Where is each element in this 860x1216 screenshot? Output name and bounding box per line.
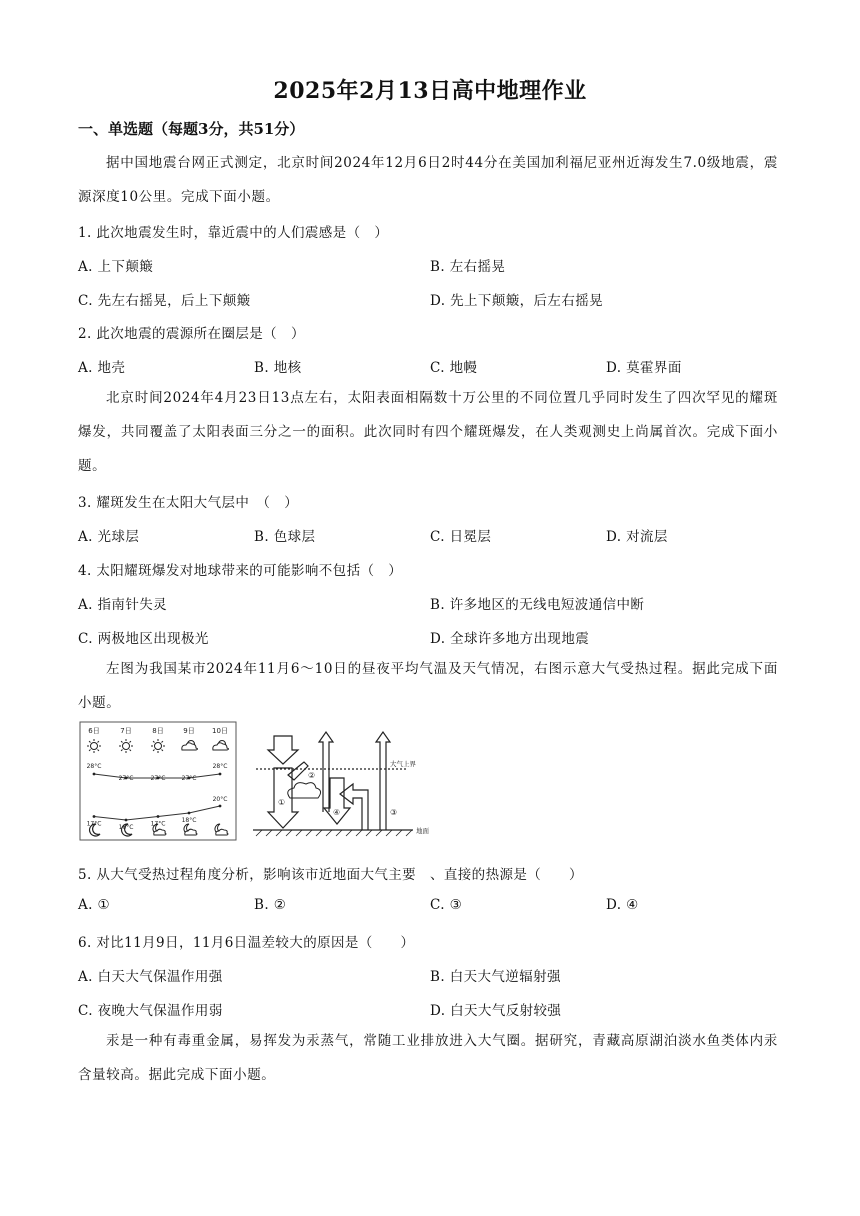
day-temp-point xyxy=(93,773,96,776)
q6-option-c: C. 夜晚大气保温作用弱 xyxy=(78,1003,223,1019)
day-temp-label: 27°C xyxy=(181,775,197,782)
day-label: 6日 xyxy=(88,727,100,735)
ground-hatch xyxy=(256,830,412,836)
passage-earthquake: 据中国地震台网正式测定，北京时间2024年12月6日2时44分在美国加利福尼亚州近海发生7.0级地震，震源深度10公里。完成下面小题。 xyxy=(78,155,778,205)
q1-option-b: B. 左右摇晃 xyxy=(430,259,506,275)
q2-option-c: C. 地幔 xyxy=(430,360,478,376)
arrow-3-up xyxy=(376,732,390,830)
q5-option-a: A. ① xyxy=(78,897,111,913)
question-5-stem: 5. 从大气受热过程角度分析，影响该市近地面大气主要 、直接的热源是（ ） xyxy=(78,867,583,883)
q3-option-c: C. 日冕层 xyxy=(430,529,492,545)
q2-option-a: A. 地壳 xyxy=(78,360,126,376)
day-label: 9日 xyxy=(183,727,195,735)
day-temp-label: 27°C xyxy=(118,775,134,782)
arrow-label-4: ④ xyxy=(333,808,341,817)
arrow-4 xyxy=(324,778,350,824)
q5-option-b: B. ② xyxy=(254,897,287,913)
q4-option-c: C. 两极地区出现极光 xyxy=(78,631,209,647)
q4-option-b: B. 许多地区的无线电短波通信中断 xyxy=(430,597,645,613)
q5-option-d: D. ④ xyxy=(606,897,639,913)
night-temp-point xyxy=(157,815,160,818)
reflection-arrow xyxy=(288,762,308,780)
night-temp-label: 20°C xyxy=(212,796,228,803)
question-2-stem: 2. 此次地震的震源所在圈层是（ ） xyxy=(78,326,305,342)
day-temp-label: 28°C xyxy=(212,763,228,770)
atmosphere-top-label: 大气上界 xyxy=(390,760,416,768)
q6-option-a: A. 白天大气保温作用强 xyxy=(78,969,223,985)
passage-weather: 左图为我国某市2024年11月6～10日的昼夜平均气温及天气情况，右图示意大气受热过程。据此完成下面小题。 xyxy=(78,661,778,711)
q3-option-d: D. 对流层 xyxy=(606,529,668,545)
day-label: 7日 xyxy=(120,727,132,735)
question-4-stem: 4. 太阳耀斑爆发对地球带来的可能影响不包括（ ） xyxy=(78,563,403,579)
q4-option-a: A. 指南针失灵 xyxy=(78,597,168,613)
q3-option-a: A. 光球层 xyxy=(78,529,140,545)
page-title: 2025年2月13日高中地理作业 xyxy=(273,78,587,104)
q6-option-b: B. 白天大气逆辐射强 xyxy=(430,969,561,985)
q6-option-d: D. 白天大气反射较强 xyxy=(430,1003,562,1019)
q1-option-c: C. 先左右摇晃，后上下颠簸 xyxy=(78,293,251,309)
night-temp-point xyxy=(188,812,191,815)
night-temp-point xyxy=(219,805,222,808)
arrow-label-3: ③ xyxy=(390,808,398,817)
atmosphere-heating-diagram xyxy=(253,732,413,836)
section-heading: 一、单选题（每题3分，共51分） xyxy=(78,120,305,138)
passage-mercury: 汞是一种有毒重金属，易挥发为汞蒸气，常随工业排放进入大气圈。据研究，青藏高原湖泊淡水鱼类体内汞含量较高。据此完成下面小题。 xyxy=(78,1033,778,1083)
question-3-stem: 3. 耀斑发生在太阳大气层中 （ ） xyxy=(78,495,299,511)
day-label: 10日 xyxy=(212,727,228,735)
passage-solar-flare: 北京时间2024年4月23日13点左右，太阳表面相隔数十万公里的不同位置几乎同时发生了四次罕见的耀斑爆发，共同覆盖了太阳表面三分之一的面积。此次同时有四个耀斑爆发，在人类观测史上尚属首次。完成下面小题。 xyxy=(78,390,778,474)
q2-option-b: B. 地核 xyxy=(254,360,302,376)
night-temp-point xyxy=(93,815,96,818)
day-temp-label: 28°C xyxy=(86,763,102,770)
q1-option-d: D. 先上下颠簸，后左右摇晃 xyxy=(430,293,604,309)
weather-chart xyxy=(80,722,236,840)
day-label: 8日 xyxy=(152,727,164,735)
question-6-stem: 6. 对比11月9日，11月6日温差较大的原因是（ ） xyxy=(78,935,415,951)
q2-option-d: D. 莫霍界面 xyxy=(606,360,682,376)
night-temp-label: 17°C xyxy=(86,820,102,828)
figure-weather-and-heating xyxy=(78,720,438,845)
question-1-stem: 1. 此次地震发生时，靠近震中的人们震感是（ ） xyxy=(78,225,389,241)
solar-radiation-arrow xyxy=(268,736,298,764)
day-temp-label: 27°C xyxy=(150,775,166,782)
cloud-icon xyxy=(288,783,321,798)
night-temp-label: 18°C xyxy=(181,817,197,824)
q1-option-a: A. 上下颠簸 xyxy=(78,259,154,275)
arrow-2-up xyxy=(319,732,333,812)
day-temp-point xyxy=(219,773,222,776)
diagram-labels xyxy=(278,759,430,835)
ground-label: 地面 xyxy=(416,827,429,835)
night-temp-label: 17°C xyxy=(150,820,166,828)
arrow-label-1: ① xyxy=(278,798,286,807)
q4-option-d: D. 全球许多地方出现地震 xyxy=(430,631,590,647)
q5-option-c: C. ③ xyxy=(430,897,463,913)
night-temp-label: 16°C xyxy=(118,824,134,831)
arrow-label-2: ② xyxy=(308,771,316,780)
night-temp-point xyxy=(125,819,128,822)
q3-option-b: B. 色球层 xyxy=(254,529,316,545)
